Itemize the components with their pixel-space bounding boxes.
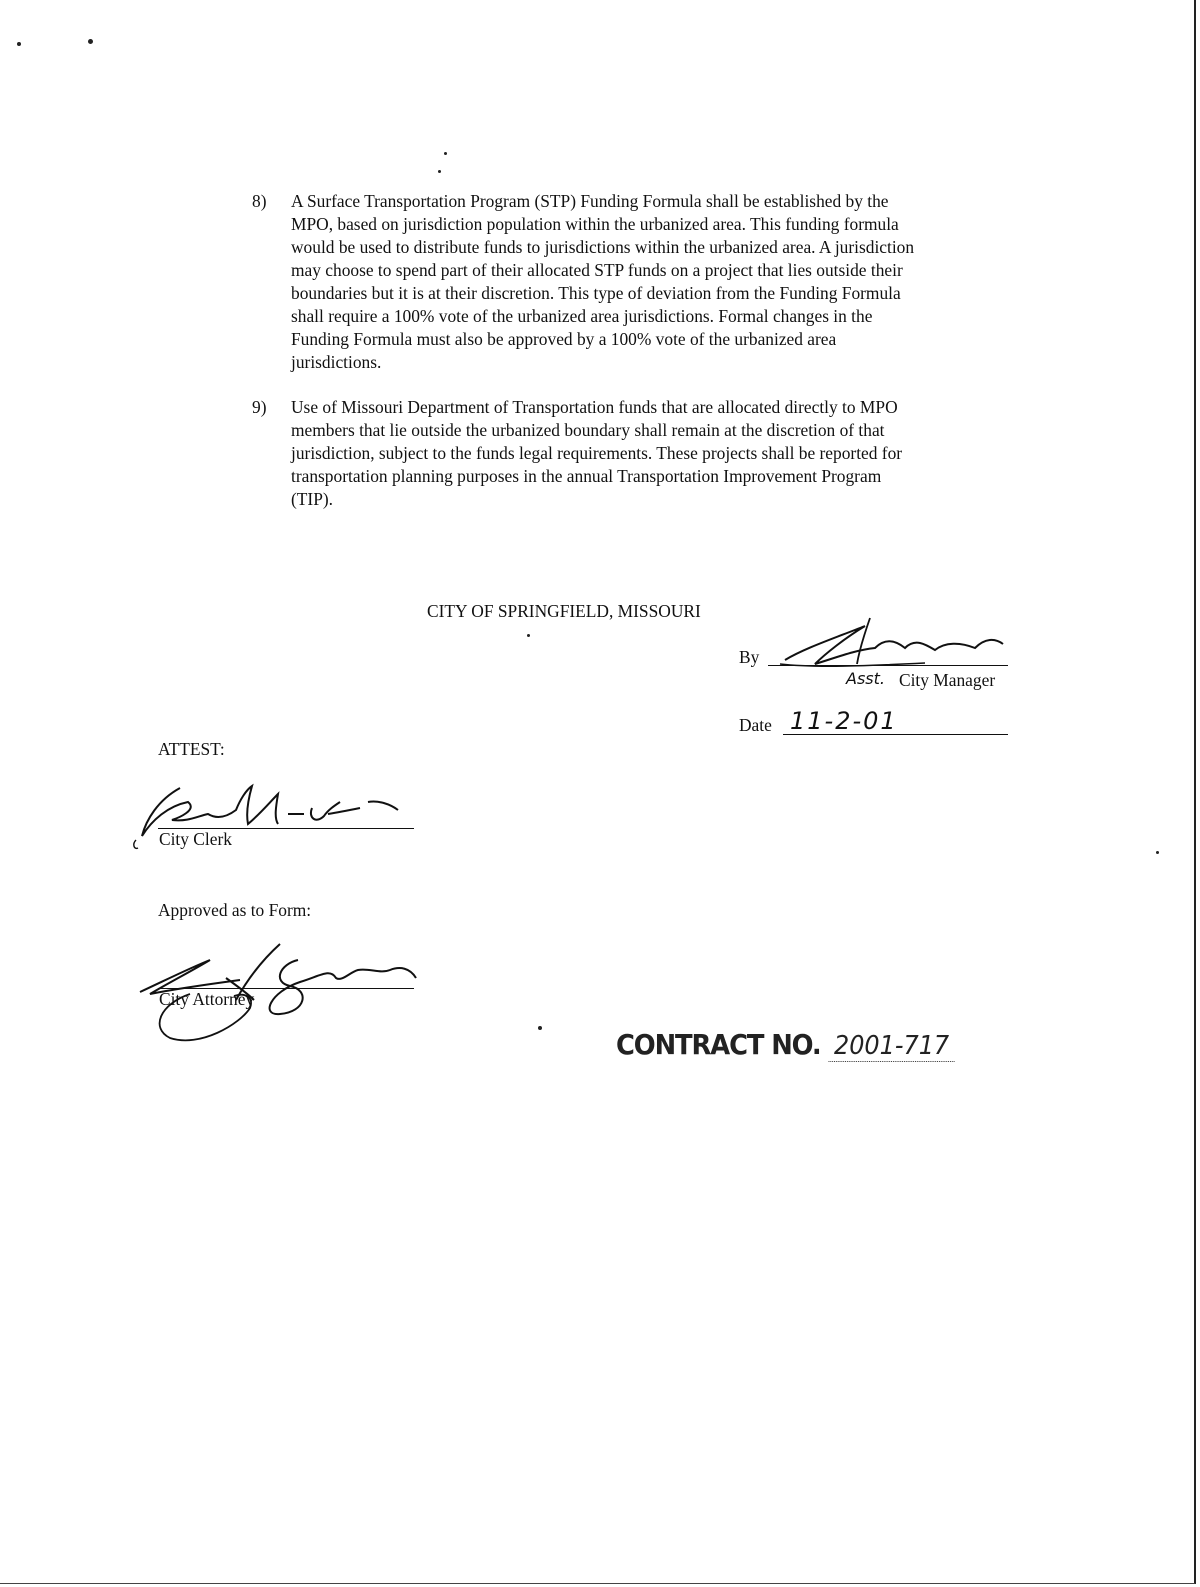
item-text-line: may choose to spend part of their allocated STP funds on a project that lies outside their — [291, 260, 903, 280]
manager-title: City Manager — [899, 670, 996, 690]
scan-speck — [17, 42, 21, 46]
item-text-line: boundaries but it is at their discretion. This type of deviation from the Funding Formula — [291, 283, 901, 303]
item-text-line: Funding Formula must also be approved by a 100% vote of the urbanized area — [291, 329, 837, 349]
item-text-line: jurisdictions. — [291, 352, 382, 372]
item-text-line: jurisdiction, subject to the funds legal requirements. These projects shall be reported for — [291, 443, 903, 463]
contract-stamp-label: CONTRACT NO. — [616, 1028, 821, 1061]
item-text-line: shall require a 100% vote of the urbanized area jurisdictions. Formal changes in the — [291, 306, 873, 326]
item-number: 8) — [252, 191, 267, 211]
item-text-line: members that lie outside the urbanized boundary shall remain at the discretion of that — [291, 420, 885, 440]
date-value: 11-2-01 — [790, 707, 898, 735]
scan-speck — [538, 1026, 542, 1030]
scan-speck — [444, 152, 447, 155]
item-text-line: Use of Missouri Department of Transportation funds that are allocated directly to MPO — [291, 397, 898, 417]
item-number: 9) — [252, 397, 267, 417]
manager-title-prefix: Asst. — [846, 669, 885, 688]
scan-speck — [1156, 851, 1159, 854]
item-text-line: MPO, based on jurisdiction population within the urbanized area. This funding formula — [291, 214, 899, 234]
contract-number: 2001-717 — [828, 1031, 954, 1062]
contract-stamp — [616, 1028, 955, 1062]
date-label: Date — [739, 715, 772, 735]
attorney-title: City Attorney — [159, 989, 255, 1009]
item-text-line: (TIP). — [291, 489, 334, 509]
scan-speck — [527, 634, 530, 637]
attest-label: ATTEST: — [158, 739, 225, 759]
by-label: By — [739, 647, 760, 667]
item-text-line: would be used to distribute funds to jurisdictions within the urbanized area. A jurisdiction — [291, 237, 915, 257]
attorney-signature — [130, 938, 430, 1048]
item-text-line: transportation planning purposes in the annual Transportation Improvement Program — [291, 466, 882, 486]
item-text-line: A Surface Transportation Program (STP) Funding Formula shall be established by the — [291, 191, 889, 211]
clerk-title: City Clerk — [159, 829, 232, 849]
scan-speck — [88, 39, 93, 44]
city-name: CITY OF SPRINGFIELD, MISSOURI — [427, 601, 701, 621]
scan-speck — [438, 170, 441, 173]
approved-label: Approved as to Form: — [158, 900, 312, 920]
